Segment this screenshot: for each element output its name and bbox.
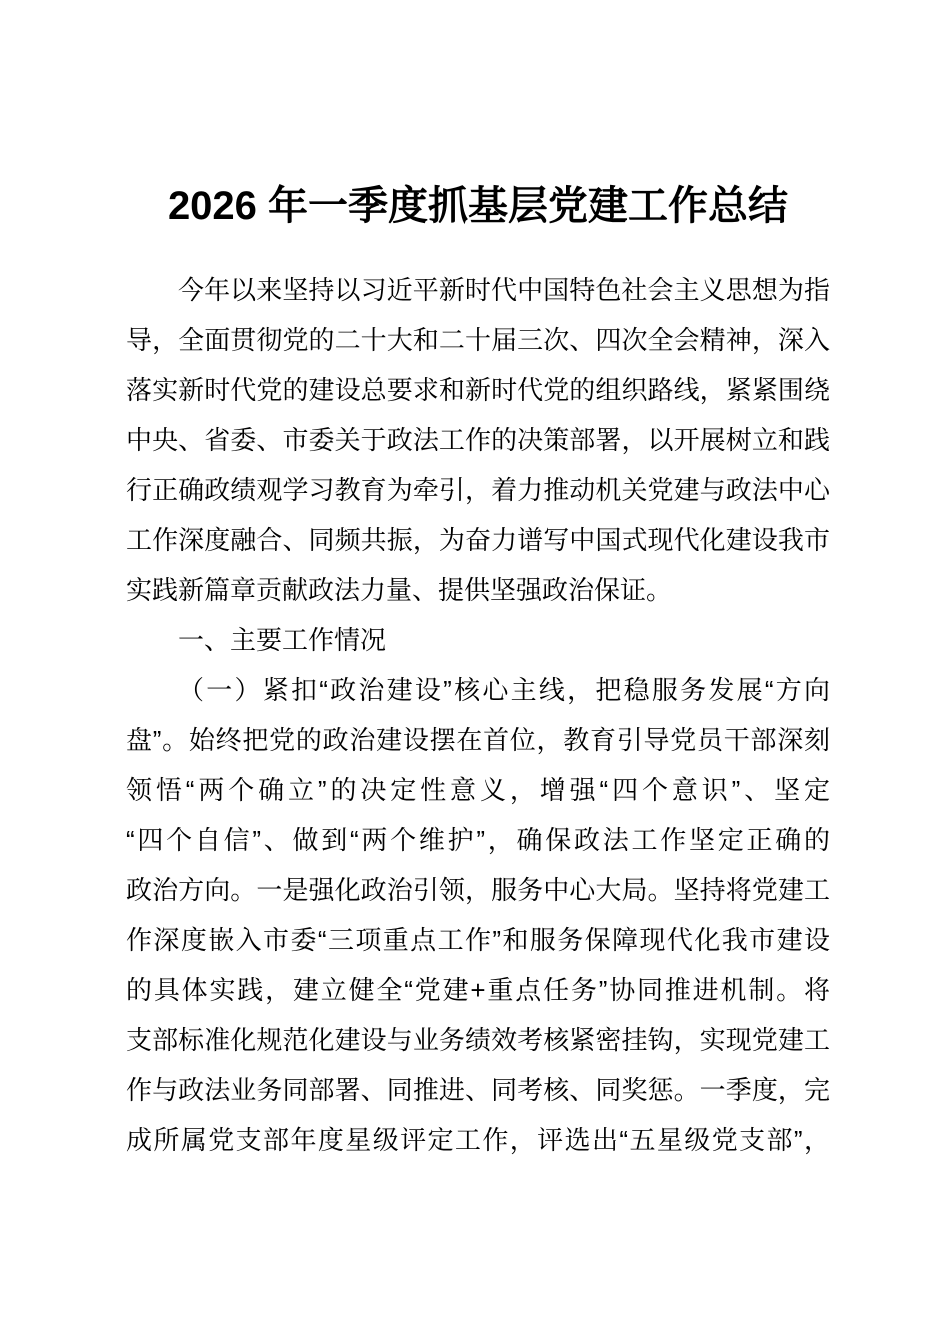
text-line: 支部标准化规范化建设与业务绩效考核紧密挂钩，实现党建工	[126, 1025, 830, 1055]
text-line: 的具体实践，建立健全“党建+重点任务”协同推进机制。将	[126, 975, 830, 1005]
text-line: 行正确政绩观学习教育为牵引，着力推动机关党建与政法中心	[126, 475, 830, 505]
text-line: 今年以来坚持以习近平新时代中国特色社会主义思想为指	[178, 275, 830, 305]
text-line: 导，全面贯彻党的二十大和二十届三次、四次全会精神，深入	[126, 325, 830, 355]
text-line: 政治方向。一是强化政治引领，服务中心大局。坚持将党建工	[126, 875, 830, 905]
text-line: 工作深度融合、同频共振，为奋力谱写中国式现代化建设我市	[126, 525, 830, 555]
text-line: 实践新篇章贡献政法力量、提供坚强政治保证。	[126, 575, 673, 605]
text-line: “四个自信”、做到“两个维护”，确保政法工作坚定正确的	[126, 825, 830, 855]
text-line: 成所属党支部年度星级评定工作，评选出“五星级党支部”，	[126, 1125, 830, 1155]
document-title: 2026 年一季度抓基层党建工作总结	[167, 184, 789, 228]
text-line: 领悟“两个确立”的决定性意义，增强“四个意识”、坚定	[126, 775, 830, 805]
text-line: （一）紧扣“政治建设”核心主线，把稳服务发展“方向	[178, 675, 830, 705]
text-line: 落实新时代党的建设总要求和新时代党的组织路线，紧紧围绕	[126, 375, 830, 405]
text-line: 作与政法业务同部署、同推进、同考核、同奖惩。一季度，完	[126, 1075, 830, 1105]
text-line: 盘”。始终把党的政治建设摆在首位，教育引导党员干部深刻	[126, 725, 830, 755]
text-line: 作深度嵌入市委“三项重点工作”和服务保障现代化我市建设	[126, 925, 830, 955]
text-line: 中央、省委、市委关于政法工作的决策部署，以开展树立和践	[126, 425, 830, 455]
document-content	[126, 181, 830, 1165]
section-heading: 一、主要工作情况	[178, 625, 387, 655]
